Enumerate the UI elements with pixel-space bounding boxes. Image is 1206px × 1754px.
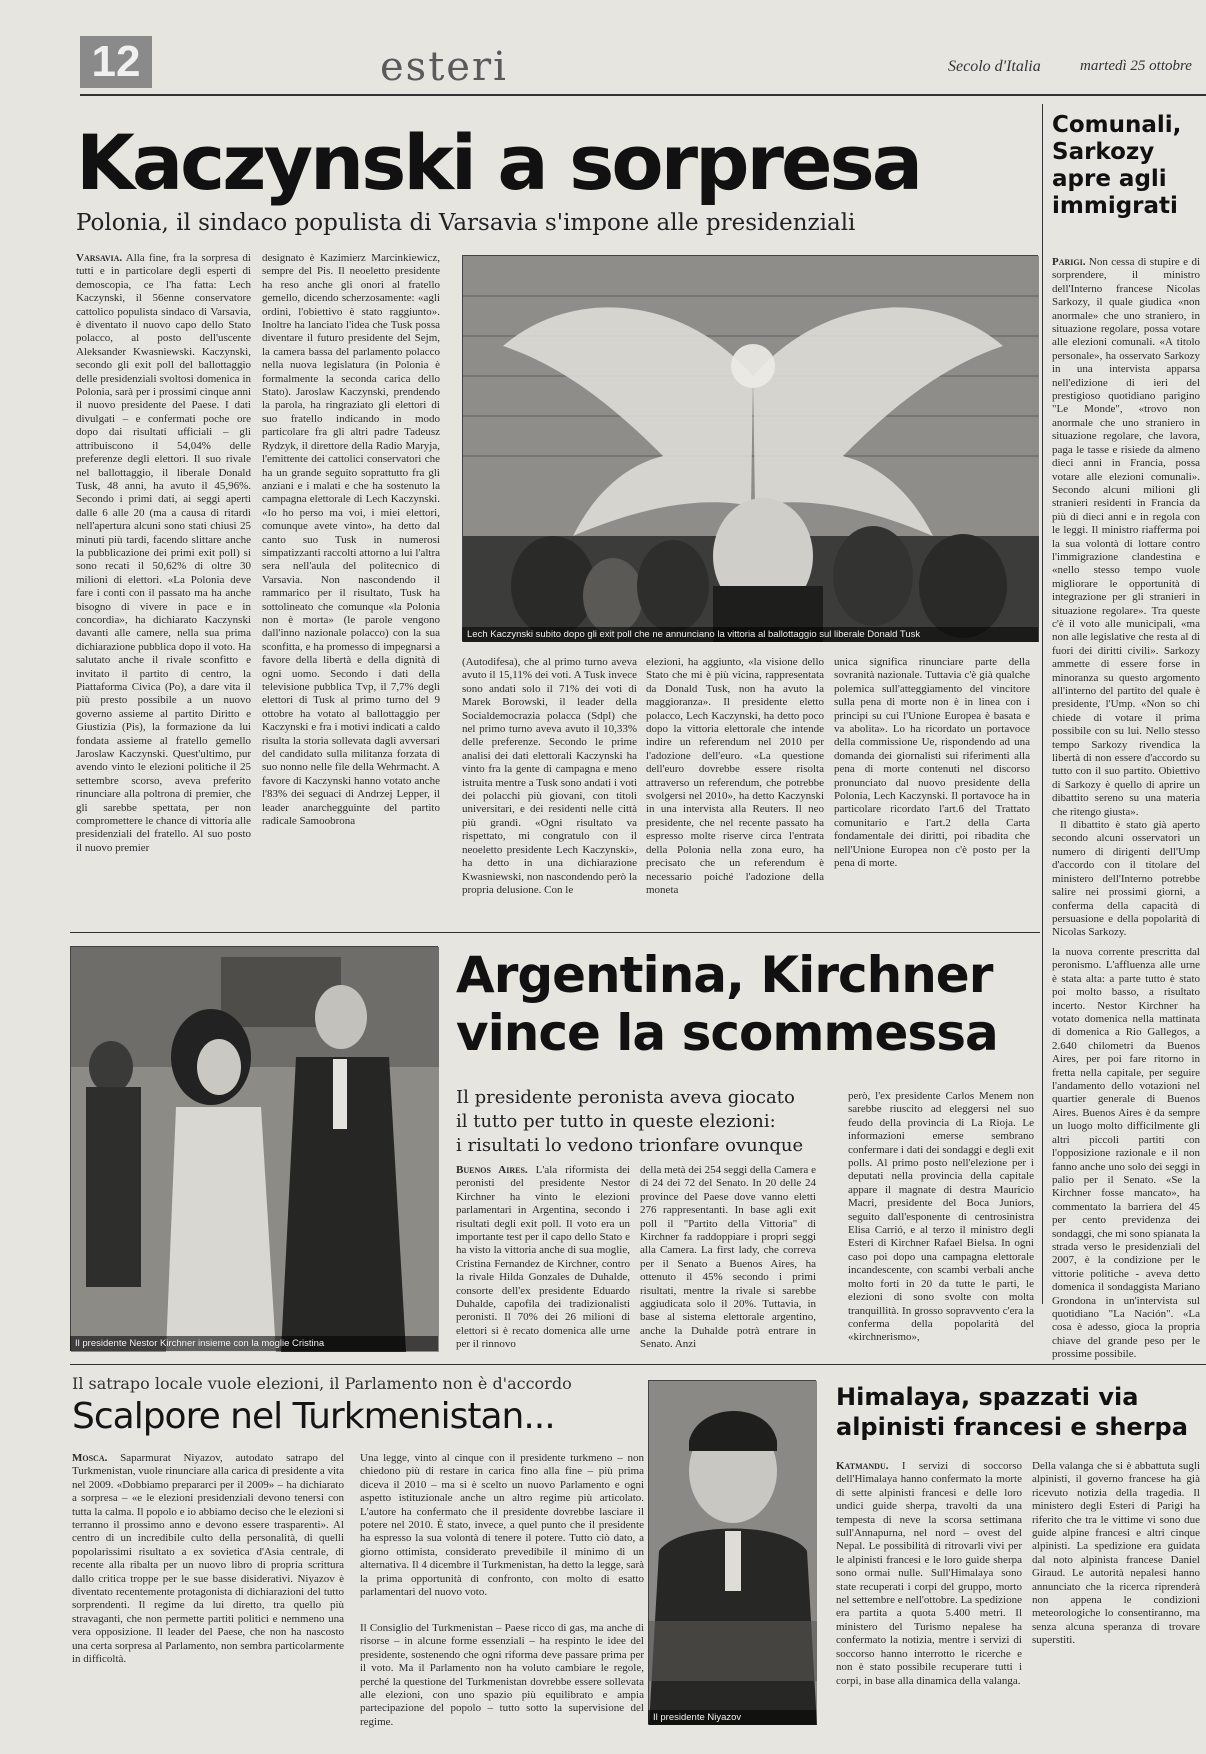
- masthead-rule: [80, 94, 1206, 96]
- sidebar-headline: Comunali, Sarkozy apre agli immigrati: [1052, 112, 1182, 219]
- turkmenistan-kicker: Il satrapo locale vuole elezioni, il Parlamento non è d'accordo: [72, 1374, 572, 1393]
- lead-column-1: Varsavia. Alla fine, fra la sorpresa di tutti e in particolare degli esperti di demoscopia, ce l'ha fatta: Lech Kaczynski, il 56enne conservatore cattolico populista sindaco di Varsavia, è diventato il nuovo capo dello Stato polacco, al posto dell'uscente Aleksander Kwasniewski. Kaczynski, secondo gli exit poll del ballottaggio delle presidenziali svoltosi domenica in Polonia, sarà per i prossimi cinque anni il nuovo presidente del Paese. I dati divulgati – e confermati poche ore dopo dai risultati ufficiali – gli attribuiscono il 54,04% delle preferenze degli elettori. Il suo rivale nel ballottaggio, il liberale Donald Tusk, 48 anni, ha avuto il 45,96%. Secondo i primi dati, ai seggi aperti dalle 6 alle 20 (ma a causa di ritardi nell'apertura alcuni sono stati chiusi 25 minuti più tardi, facendo slittare anche la pubblicazione dei primi exit poll) si sono recati il 50,62% di oltre 30 milioni di elettori. «La Polonia deve fare i conti con il passato ma ha anche bisogno di vivere in pace e in concordia», ha dichiarato Kaczynski davanti alle camere, nella sua prima dichiarazione pubblica dopo il voto. Ha salutato anche il rivale sconfitto e invitato il partito di centro, la Piattaforma Civica (Po), a dare vita il più presto possibile a un nuovo governo assieme al partito Diritto e Giustizia (Pis), la formazione da lui fondata assieme al fratello gemello Jaroslaw Kaczynski. Quest'ultimo, pur avendo vinto le elezioni politiche il 25 settembre scorso, aveva preferito rinunciare alla poltrona di premier, che gli sarebbe spettata, per non compromettere le chance di vittoria alle presidenziali del fratello. Al suo posto il nuovo premier: [76, 252, 252, 854]
- lead-headline: Kaczynski a sorpresa: [76, 118, 921, 207]
- section-rule-2: [70, 1364, 1206, 1365]
- argentina-dateline: Buenos Aires.: [456, 1164, 528, 1176]
- himalaya-column-1: Katmandu. I servizi di soccorso dell'Himalaya hanno confermato la morte di sette alpinisti francesi e delle loro undici guide sherpa, travolti da una tempesta di neve la scorsa settimana sull'Annapurna, nel nord – ovest del Nepal. Le possibilità di ritrovarli vivi per le alpinisti francesi e le loro guide sherpa sono ormai nulle. Sull'Himalaya sono state recuperati i corpi del gruppo, morto nel settembre e nell'ottobre. La spedizione era partita a quota 5.400 metri. Il ministero del Turismo nepalese ha confermato la notizia, mentre i servizi di soccorso hanno interrotto le ricerche e non è stato possibile recuperare tutti i corpi, in base alla dinamica della valanga.: [836, 1460, 1023, 1687]
- turkmenistan-column-2: Una legge, vinto al cinque con il presidente turkmeno – non chiedono più di restare in carica fino alla fine – più prima diceva il 2010 – ma si è scelto un nuovo Parlamento e ogni aspetto istituzionale anche un altro regime più articolato. L'autore ha confermato che il presidente dovrebbe lasciare il potere nel 2010. È stato, invece, a quel punto che il presidente ha espresso la sua volontà di tenere il potere. Tutto ciò dato, a giorno ottimista, considerato prevedibile il minimo di un alternativa. Il 4 dicembre il Turkmenistan, ha detto la legge, sarà la prima opportunità di confronto, con molto di esatto parlamentari del nuovo voto.: [360, 1452, 644, 1599]
- lead-photo-caption: Lech Kaczynski subito dopo gli exit poll che ne annunciano la vittoria al ballottaggio sul liberale Donald Tusk: [462, 627, 1038, 642]
- lead-photo: [462, 255, 1038, 641]
- lead-column-2: designato è Kazimierz Marcinkiewicz, sempre del Pis. Il neoeletto presidente ha reso anche gli onori al fratello gemello, dicendo scherzosamente: «agli ordini, l'obiettivo è stato raggiunto». Inoltre ha lanciato l'idea che Tusk possa diventare il futuro presidente del Sejm, la camera bassa del parlamento polacco nella nuova legislatura (in Polonia è formalmente la seconda carica dello Stato). Jaroslaw Kaczynski, prendendo la parola, ha ringraziato gli elettori di suo fratello indicando in modo particolare fra gli altri padre Tadeusz Rydzyk, il direttore della Radio Maryja, l'emittente dei cattolici conservatori che ha un grande seguito soprattutto fra gli anziani e i malati e che ha sostenuto la campagna elettorale di Lech Kaczynski. «Io ho perso ma voi, i miei elettori, comunque avete vinto», ha detto dal canto suo Tusk in numerosi simpatizzanti raccolti attorno a lui l'altra sera nell'aula del politecnico di Varsavia. Non nascondendo il rammarico per il risultato, Tusk ha sottolineato che comunque «la Polonia non è morta» (le parole vengono dall'inno nazionale polacco) con la sua sconfitta, e ha promesso di impegnarsi a favore della libertà e della dignità di ogni uomo. Secondo i dati della televisione pubblica Tvp, il 7,7% degli elettori di Tusk al primo turno del 9 ottobre ha votato al ballottaggio per Kaczynski e fra i motivi indicati a caldo risulta la storia sollevata dagli avversari del candidato sulla militanza forzata di suo nonno nelle file della Wehrmacht. A favore di Kaczynski hanno votato anche l'83% dei seguaci di Andrzej Lepper, il leader anarchegguinte del partito radicale Samoobrona: [262, 252, 440, 828]
- turkmenistan-column-1: Mosca. Saparmurat Niyazov, autodato satrapo del Turkmenistan, vuole rinunciare alla carica di presidente a vita nel 2009. «Dobbiamo prepararci per il 2009» – ha dichiarato a sorpresa – «e le elezioni presidenziali devono tenersi con tutta la calma. Il popolo e io abbiamo deciso che le elezioni si terranno il prossimo anno e devono essere trasparenti». Al centro di un incredibile culto della personalità, di quelli popolarissimi risultato a ex sovietica d'Asia centrale, di recente alla ribalta per un nuovo libro di propria scrittura dallo critica troppe per le sue basse disiderativi. Niyazov è diventato recentemente protagonista di dichiarazioni del tutto sorprendenti. Il regime da lui diretto, tra quello più stravaganti, che non permette partiti politici e nemmeno una vera opposizione. Il leader del Paese, che non ha nascosto una certa sorpresa al Parlamento, non sembra particolarmente in difficoltà.: [72, 1452, 344, 1666]
- argentina-column-4: la nuova corrente prescritta dal peronismo. L'affluenza alle urne è stata alta: a parte tutto è stato poi molto basso, a risultato incerto. Nestor Kirchner ha votato domenica nella mattinata di domenica a Rio Gallegos, a 2.640 chilometri da Buenos Aires, per poi fare ritorno in fretta nella capitale, per seguire l'andamento dello votazioni nel quartier generale di Buenos Aires. Buenos Aires è da sempre un luogo molto difficilmente gli altri piccoli partiti con l'opposizione razionale e il non fanno anche uno solo dei seggi in palio per il Senato. «Se la Kirchner fosse mancato», ha commentato la barriera del 45 per cento previdenza dei sondaggi, che mi sono spianata la strada verso le presidenziali del 2007, è la condizione per le vittorie politiche - aveva detto domenica il sondaggista Mariano Grondona in un'intervista sul quotidiano "La Nación". «La cosa è adesso, gioca la propria chiave del grande peso per le prossime possibile.: [1052, 946, 1200, 1361]
- kirchner-couple-photo-icon: [71, 947, 439, 1352]
- turkmenistan-photo: [648, 1380, 816, 1724]
- argentina-photo: [70, 946, 438, 1351]
- turkmenistan-column-3: Il Consiglio del Turkmenistan – Paese ricco di gas, ma anche di risorse – in alcune forme essenziali – ha respinto le idee del presidente, sostenendo che ogni riforma deve passare prima per il voto. Ma il Parlamento non ha voluto cambiare le regole, perché la questione del Turkmenistan dovrebbe essere sollevata alle elezioni, con uno spazio più equilibrato e ampia partecipazione del popolo – tutto sotto la supervisione del regime.: [360, 1622, 644, 1728]
- argentina-subhead: Il presidente peronista aveva giocato il tutto per tutto in queste elezioni: i risultati lo vedono trionfare ovunque: [456, 1087, 804, 1156]
- eagle-emblem-icon: [463, 256, 1039, 642]
- turkmenistan-headline: Scalpore nel Turkmenistan...: [72, 1396, 555, 1437]
- turkmenistan-photo-caption: Il presidente Niyazov: [648, 1710, 816, 1725]
- page-number: 12: [80, 36, 152, 88]
- argentina-headline-line-2: vince la scommessa: [456, 1004, 998, 1062]
- sidebar-body: Parigi. Non cessa di stupire e di sorprendere, il ministro dell'Interno francese Nicolas Sarkozy, il quale giudica «non anormale» che uno straniero, in situazione regolare, possa votare alle elezioni comunali. «A titolo personale», ha osservato Sarkozy in una intervista apparsa nell'edizione di ieri del prestigioso quotidiano parigino "Le Monde", «trovo non anormale che uno straniero in situazione regolare, che lavora, paga le tasse e risiede da almeno dieci anni in Francia, possa votare alle elezioni comunali». Secondo alcuni milioni gli stranieri residenti in Francia da più di dieci anni e in regola con le leggi. Il ministro riafferma poi la sua volontà di lottare contro l'immigrazione clandestina e «nello stesso tempo vuole migliorare le opportunità di integrazione per gli stranieri in situazione regolare». Tra queste c'è il voto alle municipali, «ma non alle legislative che resta al di fuori dei diritti civili». Sarkozy ammette di essere forse in minoranza su questo argomento all'interno del partito del quale è presidente, l'Ump. «Non so chi chiede di votare il prima possibile con su lui. Nello stesso tempo Sarkozy rivendica la libertà di non essere d'accordo su tutto con il suo partito. Obiettivo di Sarkozy è quello di aprire un dibattito sereno su una materia che ritengo giusta». Il dibattito è stato già aperto secondo alcuni osservatori un numero di dirigenti dell'Ump d'accordo con il titolare del ministero dell'Interno potrebbe salire nei prossimi giorni, a conferma della capacità di persuasione e della popolarità di Nicolas Sarkozy.: [1052, 256, 1200, 939]
- lead-column-5: unica significa rinunciare parte della sovranità nazionale. Tuttavia c'è già qualche polemica sull'atteggiamento del vincitore sulla pena di morte non è in linea con i principi su cui l'Unione Europea è basata e va abolita». Lo ha ricordato un portavoce della commissione Ue, rispondendo ad una domanda dei giornalisti sui riferimenti alla pena di morte contenuti nel discorso pronunciato dal nuovo presidente della Polonia, Lech Kaczynski. Il portavoce ha in particolare ricordato l'art.6 del Trattato comunitario e l'art.2 della Carta fondamentale dei diritti, poi ribadita che nell'Unione Europea non c'è posto per la pena di morte.: [834, 656, 1030, 870]
- argentina-headline-line-1: Argentina, Kirchner: [456, 946, 993, 1004]
- section-title: esteri: [380, 44, 508, 90]
- argentina-column-2: della metà dei 254 seggi della Camera e di 24 dei 72 del Senato. In 20 delle 24 province del Paese dove vanno eletti 276 rappresentanti. In base agli exit poll il "Partito della Vittoria" di Kirchner fa raddoppiare i propri seggi alla Camera. La first lady, che correva per il Senato a Buenos Aires, ha ottenuto il 45% secondo i primi risultati, mentre la rivale si sarebbe aggiudicata solo il 20%. Tuttavia, in base al sistema elettorale argentino, anche la Duhalde potrà entrare in Senato. Anzi: [640, 1164, 816, 1351]
- sidebar-dateline: Parigi.: [1052, 256, 1086, 268]
- lead-subhead: Polonia, il sindaco populista di Varsavia s'impone alle presidenziali: [76, 210, 856, 236]
- argentina-column-1: Buenos Aires. L'ala riformista dei peronisti del presidente Nestor Kirchner ha vinto le elezioni parlamentari in Argentina, secondo i risultati degli exit poll. Il voto era un importante test per il capo dello Stato e ha visto la vittoria anche di sua moglie, Cristina Fernandez de Kirchner, contro la rivale Hilda Gonzales de Duhalde, consorte dell'ex presidente Eduardo Duhalde, capofila dei tradizionalisti peronisti. Il 70% dei 26 milioni di elettori si è recato domenica alle urne per il rinnovo: [456, 1164, 631, 1351]
- lead-column-4: elezioni, ha aggiunto, «la visione dello Stato che mi è più vicina, rappresentata da Donald Tusk, non ha avuto la maggioranza». Il presidente eletto polacco, Lech Kaczynski, ha detto poco dopo la vittoria elettorale che intende indire un referendum nel 2010 per l'adozione dell'euro. «La questione dell'euro dovrebbe essere risolta attraverso un referendum, che potrebbe svolgersi nel 2010», ha detto Kaczynski in una intervista alla Reuters. Il neo presidente, che nel recente passato ha espresso molte riserve circa l'entrata della Polonia nella zona euro, ha precisato che un referendum è necessario poiché l'adozione della moneta: [646, 656, 824, 896]
- himalaya-headline: Himalaya, spazzati via alpinisti francesi e sherpa: [836, 1383, 1188, 1441]
- argentina-column-3: però, l'ex presidente Carlos Menem non sarebbe riuscito ad eleggersi nel suo feudo della provincia di La Rioja. Le informazioni emerse sembrano confermare i dati dei sondaggi e degli exit polls. Al primo posto nell'elezione per i deputati nella provincia della capitale appare il magnate di destra Mauricio Macri, presidente del Boca Juniors, seguito dall'esponente di centrosinistra Elisa Carrió, e al terzo il ministro degli Esteri di Kirchner Rafael Bielsa. In ogni caso poi dopo una campagna elettorale incandescente, con scambi verbali anche molto forti in 20 da tutte le parti, le elezioni di sono svolte con molta tranquillità. In grosso sopravvento c'era la conferma della popolarità del «kirchnerismo»,: [848, 1090, 1034, 1344]
- issue-date: martedì 25 ottobre: [1080, 58, 1192, 74]
- himalaya-column-2: Della valanga che si è abbattuta sugli alpinisti, il governo francese ha già ricevuto notizia della tragedia. Il ministero degli Esteri di Parigi ha riferito che tra le vittime vi sono due guide alpine francesi e altri cinque alpinisti. La spedizione era guidata dal noto alpinista francese Daniel Giraud. Le autorità nepalesi hanno annunciato che la ricerca riprenderà non appena le condizioni meteorologiche lo consentiranno, ma senza alcuna speranza di trovare superstiti.: [1032, 1460, 1200, 1647]
- sidebar-divider: [1042, 104, 1043, 1304]
- argentina-headline: [456, 946, 998, 1062]
- newspaper-name: Secolo d'Italia: [948, 58, 1041, 75]
- himalaya-dateline: Katmandu.: [836, 1460, 889, 1472]
- section-rule-1: [70, 932, 1040, 933]
- argentina-photo-caption: Il presidente Nestor Kirchner insieme con la moglie Cristina: [70, 1336, 438, 1351]
- niyazov-portrait-icon: [649, 1381, 817, 1725]
- turkmenistan-dateline: Mosca.: [72, 1452, 108, 1464]
- dateline: Varsavia.: [76, 252, 123, 264]
- lead-column-3: (Autodifesa), che al primo turno aveva avuto il 15,11% dei voti. A Tusk invece sono andati solo il 71% dei voti di Marek Borowski, il leader della Socialdemocrazia polacca (Sdpl) che nel primo turno aveva avuto il 10,33% delle preferenze. Secondo le prime analisi dei dati elettorali Kaczynski ha vinto fra la gente di campagna e meno istruita mentre a Tusk sono andati i voti dei polacchi più giovani, con titoli universitari, e dei residenti nelle città più grandi. «Ogni risultato va rispettato, mi congratulo con il neoeletto presidente Lech Kaczynski», ha detto in una dichiarazione Kwasniewski, non nascondendo però la propria delusione. Con le: [462, 656, 637, 896]
